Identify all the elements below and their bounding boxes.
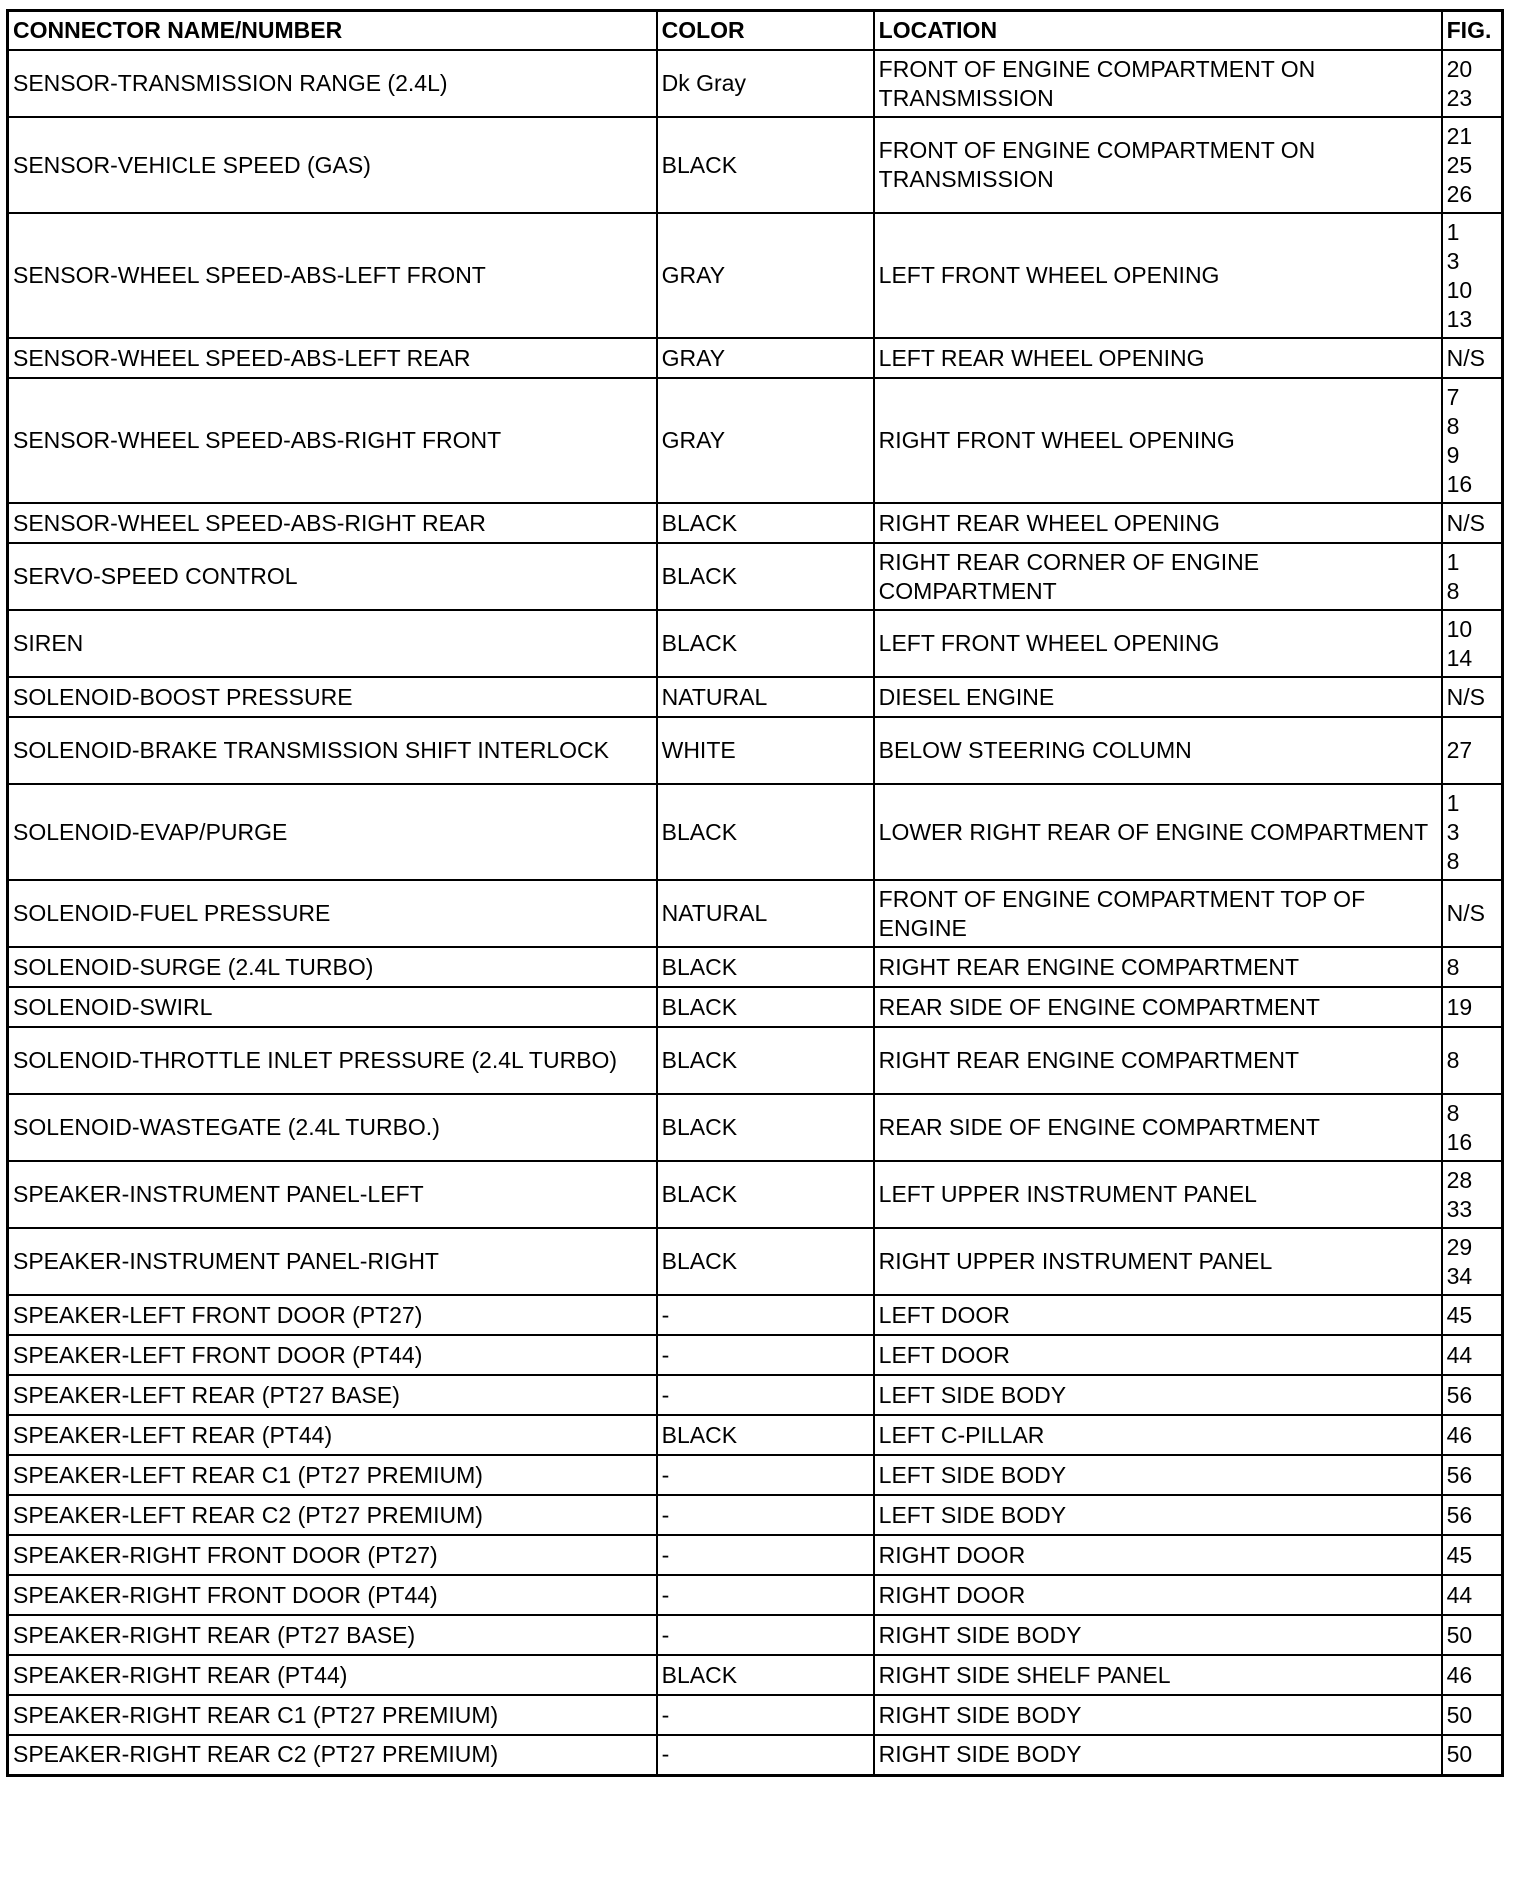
connector-name-cell: SPEAKER-RIGHT REAR C1 (PT27 PREMIUM) <box>8 1695 657 1735</box>
fig-number: 14 <box>1446 644 1473 671</box>
connector-name-cell: SPEAKER-LEFT REAR (PT27 BASE) <box>8 1375 657 1415</box>
color-cell: BLACK <box>657 610 874 677</box>
location-cell: LEFT FRONT WHEEL OPENING <box>874 213 1442 338</box>
fig-number: 33 <box>1446 1195 1473 1222</box>
table-row <box>8 378 1503 503</box>
color-cell: BLACK <box>657 1655 874 1695</box>
table-row <box>8 1495 1503 1535</box>
color-cell: BLACK <box>657 117 874 213</box>
fig-number: 20 <box>1446 55 1473 82</box>
color-cell: - <box>657 1295 874 1335</box>
color-cell: BLACK <box>657 1415 874 1455</box>
fig-number: 45 <box>1446 1301 1473 1328</box>
color-cell: BLACK <box>657 987 874 1027</box>
fig-number: 8 <box>1446 1047 1460 1073</box>
fig-number: 50 <box>1446 1701 1473 1728</box>
table-row <box>8 1094 1503 1161</box>
header-connector-name: CONNECTOR NAME/NUMBER <box>8 11 657 51</box>
fig-cell <box>1442 947 1503 987</box>
table-row <box>8 1415 1503 1455</box>
location-cell: BELOW STEERING COLUMN <box>874 717 1442 784</box>
color-cell: GRAY <box>657 213 874 338</box>
connector-name-cell: SPEAKER-RIGHT FRONT DOOR (PT27) <box>8 1535 657 1575</box>
location-cell: LEFT C-PILLAR <box>874 1415 1442 1455</box>
connector-name-cell: SENSOR-WHEEL SPEED-ABS-LEFT FRONT <box>8 213 657 338</box>
location-cell: RIGHT REAR ENGINE COMPARTMENT <box>874 947 1442 987</box>
location-cell: RIGHT REAR WHEEL OPENING <box>874 503 1442 543</box>
fig-number: 21 <box>1446 122 1473 149</box>
connector-name-cell: SPEAKER-LEFT REAR C1 (PT27 PREMIUM) <box>8 1455 657 1495</box>
table-row <box>8 1161 1503 1228</box>
fig-cell <box>1442 1094 1503 1161</box>
fig-cell <box>1442 1495 1503 1535</box>
location-cell: RIGHT REAR CORNER OF ENGINE COMPARTMENT <box>874 543 1442 610</box>
fig-number: 16 <box>1446 470 1473 497</box>
color-cell: WHITE <box>657 717 874 784</box>
header-location: LOCATION <box>874 11 1442 51</box>
table-row <box>8 784 1503 880</box>
fig-cell <box>1442 610 1503 677</box>
table-row <box>8 503 1503 543</box>
fig-cell <box>1442 117 1503 213</box>
fig-number: 46 <box>1446 1421 1473 1448</box>
table-row <box>8 1615 1503 1655</box>
color-cell: GRAY <box>657 378 874 503</box>
connector-name-cell: SENSOR-TRANSMISSION RANGE (2.4L) <box>8 50 657 117</box>
location-cell: RIGHT UPPER INSTRUMENT PANEL <box>874 1228 1442 1295</box>
table-body <box>8 50 1503 1775</box>
connector-name-cell: SPEAKER-LEFT FRONT DOOR (PT44) <box>8 1335 657 1375</box>
header-row <box>8 11 1503 51</box>
table-row <box>8 1455 1503 1495</box>
connector-name-cell: SOLENOID-EVAP/PURGE <box>8 784 657 880</box>
table-row <box>8 987 1503 1027</box>
connector-name-cell: SPEAKER-LEFT REAR C2 (PT27 PREMIUM) <box>8 1495 657 1535</box>
location-cell: DIESEL ENGINE <box>874 677 1442 717</box>
connector-name-cell: SPEAKER-RIGHT REAR C2 (PT27 PREMIUM) <box>8 1735 657 1775</box>
location-cell: RIGHT SIDE BODY <box>874 1735 1442 1775</box>
table-row <box>8 947 1503 987</box>
table-row <box>8 1735 1503 1775</box>
table-row <box>8 1375 1503 1415</box>
table-row <box>8 1027 1503 1094</box>
fig-cell <box>1442 1535 1503 1575</box>
table-row <box>8 717 1503 784</box>
fig-number: 16 <box>1446 1128 1473 1155</box>
fig-number: 23 <box>1446 84 1473 111</box>
fig-number: 9 <box>1446 441 1460 468</box>
location-cell: LEFT REAR WHEEL OPENING <box>874 338 1442 378</box>
table-row <box>8 543 1503 610</box>
location-cell: LEFT DOOR <box>874 1295 1442 1335</box>
fig-cell <box>1442 213 1503 338</box>
fig-cell <box>1442 1161 1503 1228</box>
fig-number: 19 <box>1446 993 1473 1020</box>
connector-name-cell: SPEAKER-LEFT REAR (PT44) <box>8 1415 657 1455</box>
fig-number: 26 <box>1446 180 1473 207</box>
table-row <box>8 213 1503 338</box>
location-cell: LEFT DOOR <box>874 1335 1442 1375</box>
fig-number: 25 <box>1446 151 1473 178</box>
color-cell: BLACK <box>657 784 874 880</box>
fig-number: 50 <box>1446 1621 1473 1648</box>
connector-name-cell: SENSOR-WHEEL SPEED-ABS-RIGHT REAR <box>8 503 657 543</box>
connector-name-cell: SPEAKER-INSTRUMENT PANEL-RIGHT <box>8 1228 657 1295</box>
color-cell: - <box>657 1455 874 1495</box>
table-row <box>8 1655 1503 1695</box>
fig-cell <box>1442 378 1503 503</box>
color-cell: - <box>657 1495 874 1535</box>
location-cell: FRONT OF ENGINE COMPARTMENT ON TRANSMISSION <box>874 117 1442 213</box>
fig-number: 56 <box>1446 1381 1473 1408</box>
fig-cell <box>1442 1295 1503 1335</box>
table-row <box>8 677 1503 717</box>
fig-cell <box>1442 543 1503 610</box>
connector-name-cell: SERVO-SPEED CONTROL <box>8 543 657 610</box>
location-cell: LEFT FRONT WHEEL OPENING <box>874 610 1442 677</box>
connector-name-cell: SOLENOID-BRAKE TRANSMISSION SHIFT INTERLOCK <box>8 717 657 784</box>
fig-number: 29 <box>1446 1233 1473 1260</box>
location-cell: LEFT SIDE BODY <box>874 1375 1442 1415</box>
fig-number: 44 <box>1446 1581 1473 1608</box>
connector-name-cell: SOLENOID-WASTEGATE (2.4L TURBO.) <box>8 1094 657 1161</box>
fig-number: 45 <box>1446 1541 1473 1568</box>
fig-cell <box>1442 784 1503 880</box>
fig-cell <box>1442 338 1503 378</box>
table-row <box>8 1535 1503 1575</box>
location-cell: LEFT UPPER INSTRUMENT PANEL <box>874 1161 1442 1228</box>
location-cell: RIGHT FRONT WHEEL OPENING <box>874 378 1442 503</box>
color-cell: - <box>657 1695 874 1735</box>
connector-name-cell: SOLENOID-THROTTLE INLET PRESSURE (2.4L TURBO) <box>8 1027 657 1094</box>
fig-cell <box>1442 717 1503 784</box>
fig-number: 34 <box>1446 1262 1473 1289</box>
table-row <box>8 50 1503 117</box>
connector-name-cell: SPEAKER-RIGHT REAR (PT27 BASE) <box>8 1615 657 1655</box>
fig-number: 27 <box>1446 737 1473 763</box>
fig-cell <box>1442 1415 1503 1455</box>
color-cell: BLACK <box>657 1094 874 1161</box>
connector-name-cell: SOLENOID-FUEL PRESSURE <box>8 880 657 947</box>
color-cell: - <box>657 1735 874 1775</box>
fig-number: N/S <box>1446 509 1485 536</box>
fig-number: 10 <box>1446 276 1473 303</box>
connector-name-cell: SPEAKER-RIGHT REAR (PT44) <box>8 1655 657 1695</box>
connector-name-cell: SIREN <box>8 610 657 677</box>
location-cell: REAR SIDE OF ENGINE COMPARTMENT <box>874 1094 1442 1161</box>
connector-name-cell: SOLENOID-SURGE (2.4L TURBO) <box>8 947 657 987</box>
fig-cell <box>1442 1695 1503 1735</box>
fig-number: 1 <box>1446 218 1460 245</box>
connector-name-cell: SOLENOID-BOOST PRESSURE <box>8 677 657 717</box>
fig-number: 3 <box>1446 247 1460 274</box>
fig-cell <box>1442 50 1503 117</box>
location-cell: RIGHT DOOR <box>874 1535 1442 1575</box>
fig-cell <box>1442 1335 1503 1375</box>
location-cell: REAR SIDE OF ENGINE COMPARTMENT <box>874 987 1442 1027</box>
table-row <box>8 610 1503 677</box>
fig-number: 1 <box>1446 548 1460 575</box>
fig-number: N/S <box>1446 900 1485 926</box>
connector-name-cell: SPEAKER-INSTRUMENT PANEL-LEFT <box>8 1161 657 1228</box>
color-cell: BLACK <box>657 543 874 610</box>
fig-cell <box>1442 880 1503 947</box>
location-cell: RIGHT SIDE BODY <box>874 1695 1442 1735</box>
connector-name-cell: SPEAKER-LEFT FRONT DOOR (PT27) <box>8 1295 657 1335</box>
fig-number: N/S <box>1446 344 1485 371</box>
location-cell: RIGHT DOOR <box>874 1575 1442 1615</box>
fig-number: 46 <box>1446 1661 1473 1688</box>
color-cell: - <box>657 1575 874 1615</box>
fig-number: 56 <box>1446 1461 1473 1488</box>
fig-number: 7 <box>1446 383 1460 410</box>
color-cell: - <box>657 1535 874 1575</box>
fig-number: 10 <box>1446 615 1473 642</box>
fig-cell <box>1442 987 1503 1027</box>
fig-cell <box>1442 1655 1503 1695</box>
location-cell: RIGHT SIDE BODY <box>874 1615 1442 1655</box>
table-row <box>8 880 1503 947</box>
color-cell: Dk Gray <box>657 50 874 117</box>
location-cell: LEFT SIDE BODY <box>874 1495 1442 1535</box>
color-cell: BLACK <box>657 1161 874 1228</box>
header-fig: FIG. <box>1442 11 1503 51</box>
connector-name-cell: SPEAKER-RIGHT FRONT DOOR (PT44) <box>8 1575 657 1615</box>
location-cell: FRONT OF ENGINE COMPARTMENT ON TRANSMISSION <box>874 50 1442 117</box>
fig-number: 3 <box>1446 818 1460 845</box>
color-cell: BLACK <box>657 503 874 543</box>
fig-cell <box>1442 1027 1503 1094</box>
color-cell: BLACK <box>657 1027 874 1094</box>
fig-number: 44 <box>1446 1341 1473 1368</box>
fig-number: 13 <box>1446 305 1473 332</box>
color-cell: BLACK <box>657 1228 874 1295</box>
connector-name-cell: SENSOR-WHEEL SPEED-ABS-LEFT REAR <box>8 338 657 378</box>
fig-number: 8 <box>1446 847 1460 874</box>
header-color: COLOR <box>657 11 874 51</box>
fig-number: 50 <box>1446 1741 1473 1768</box>
table-row <box>8 338 1503 378</box>
color-cell: - <box>657 1375 874 1415</box>
connector-name-cell: SENSOR-VEHICLE SPEED (GAS) <box>8 117 657 213</box>
location-cell: RIGHT REAR ENGINE COMPARTMENT <box>874 1027 1442 1094</box>
table-row <box>8 1295 1503 1335</box>
fig-cell <box>1442 1455 1503 1495</box>
fig-number: 8 <box>1446 577 1460 604</box>
fig-number: 28 <box>1446 1166 1473 1193</box>
location-cell: LEFT SIDE BODY <box>874 1455 1442 1495</box>
fig-cell <box>1442 1615 1503 1655</box>
color-cell: BLACK <box>657 947 874 987</box>
color-cell: - <box>657 1615 874 1655</box>
table-row <box>8 1335 1503 1375</box>
connector-name-cell: SENSOR-WHEEL SPEED-ABS-RIGHT FRONT <box>8 378 657 503</box>
color-cell: NATURAL <box>657 677 874 717</box>
table-row <box>8 1695 1503 1735</box>
fig-cell <box>1442 503 1503 543</box>
fig-number: N/S <box>1446 683 1485 710</box>
fig-cell <box>1442 1735 1503 1775</box>
connector-table <box>6 9 1504 1777</box>
fig-number: 8 <box>1446 412 1460 439</box>
fig-cell <box>1442 1228 1503 1295</box>
fig-number: 1 <box>1446 789 1460 816</box>
table-row <box>8 1575 1503 1615</box>
color-cell: - <box>657 1335 874 1375</box>
connector-name-cell: SOLENOID-SWIRL <box>8 987 657 1027</box>
fig-number: 56 <box>1446 1501 1473 1528</box>
fig-cell <box>1442 677 1503 717</box>
fig-cell <box>1442 1375 1503 1415</box>
color-cell: NATURAL <box>657 880 874 947</box>
fig-number: 8 <box>1446 1099 1460 1126</box>
location-cell: FRONT OF ENGINE COMPARTMENT TOP OF ENGINE <box>874 880 1442 947</box>
fig-number: 8 <box>1446 953 1460 980</box>
table-row <box>8 117 1503 213</box>
color-cell: GRAY <box>657 338 874 378</box>
location-cell: RIGHT SIDE SHELF PANEL <box>874 1655 1442 1695</box>
fig-cell <box>1442 1575 1503 1615</box>
table-row <box>8 1228 1503 1295</box>
location-cell: LOWER RIGHT REAR OF ENGINE COMPARTMENT <box>874 784 1442 880</box>
